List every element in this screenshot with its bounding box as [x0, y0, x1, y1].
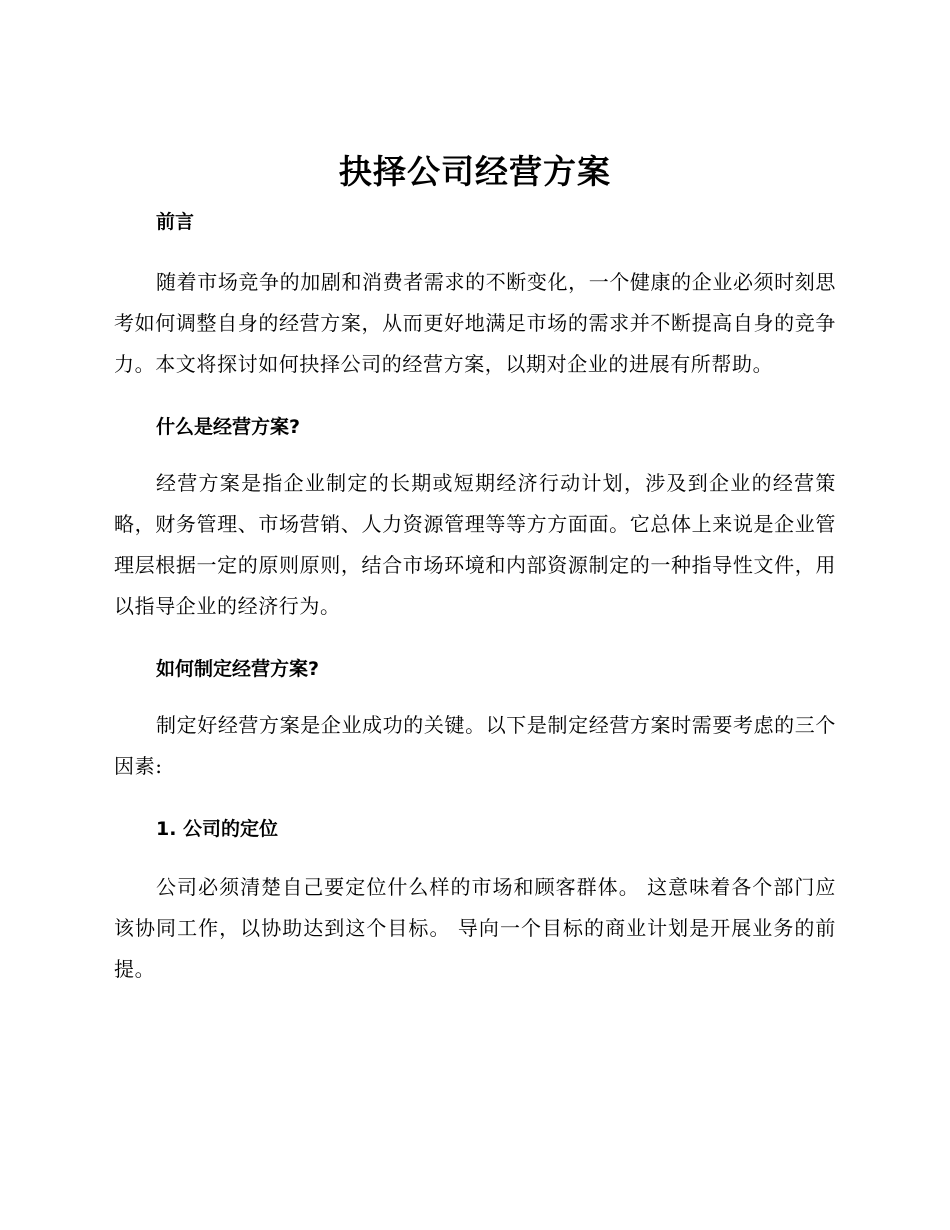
section-paragraph-intro: 随着市场竞争的加剧和消费者需求的不断变化，一个健康的企业必须时刻思考如何调整自身的经营方案，从而更好地满足市场的需求并不断提高自身的竞争力。本文将探讨如何抉择公司的经营方案，以期对企业的进展有所帮助。: [114, 270, 836, 376]
section-paragraph-positioning: 公司必须清楚自己要定位什么样的市场和顾客群体。 这意味着各个部门应该协同工作，以协助达到这个目标。 导向一个目标的商业计划是开展业务的前提。: [114, 875, 836, 981]
section-heading-what-is-plan: 什么是经营方案?: [156, 416, 301, 438]
section-heading-how-to-plan: 如何制定经营方案?: [156, 658, 320, 680]
section-paragraph-how-to-plan: 制定好经营方案是企业成功的关键。以下是制定经营方案时需要考虑的三个因素:: [114, 713, 836, 778]
section-heading-intro: 前言: [156, 211, 195, 233]
section-heading-positioning: 1. 公司的定位: [156, 818, 279, 840]
section-paragraph-what-is-plan: 经营方案是指企业制定的长期或短期经济行动计划，涉及到企业的经营策略，财务管理、市场营销、人力资源管理等等方方面面。它总体上来说是企业管理层根据一定的原则原则，结合市场环境和内部资源制定的一种指导性文件，用以指导企业的经济行为。: [114, 471, 836, 618]
document-title: 抉择公司经营方案: [339, 152, 611, 191]
